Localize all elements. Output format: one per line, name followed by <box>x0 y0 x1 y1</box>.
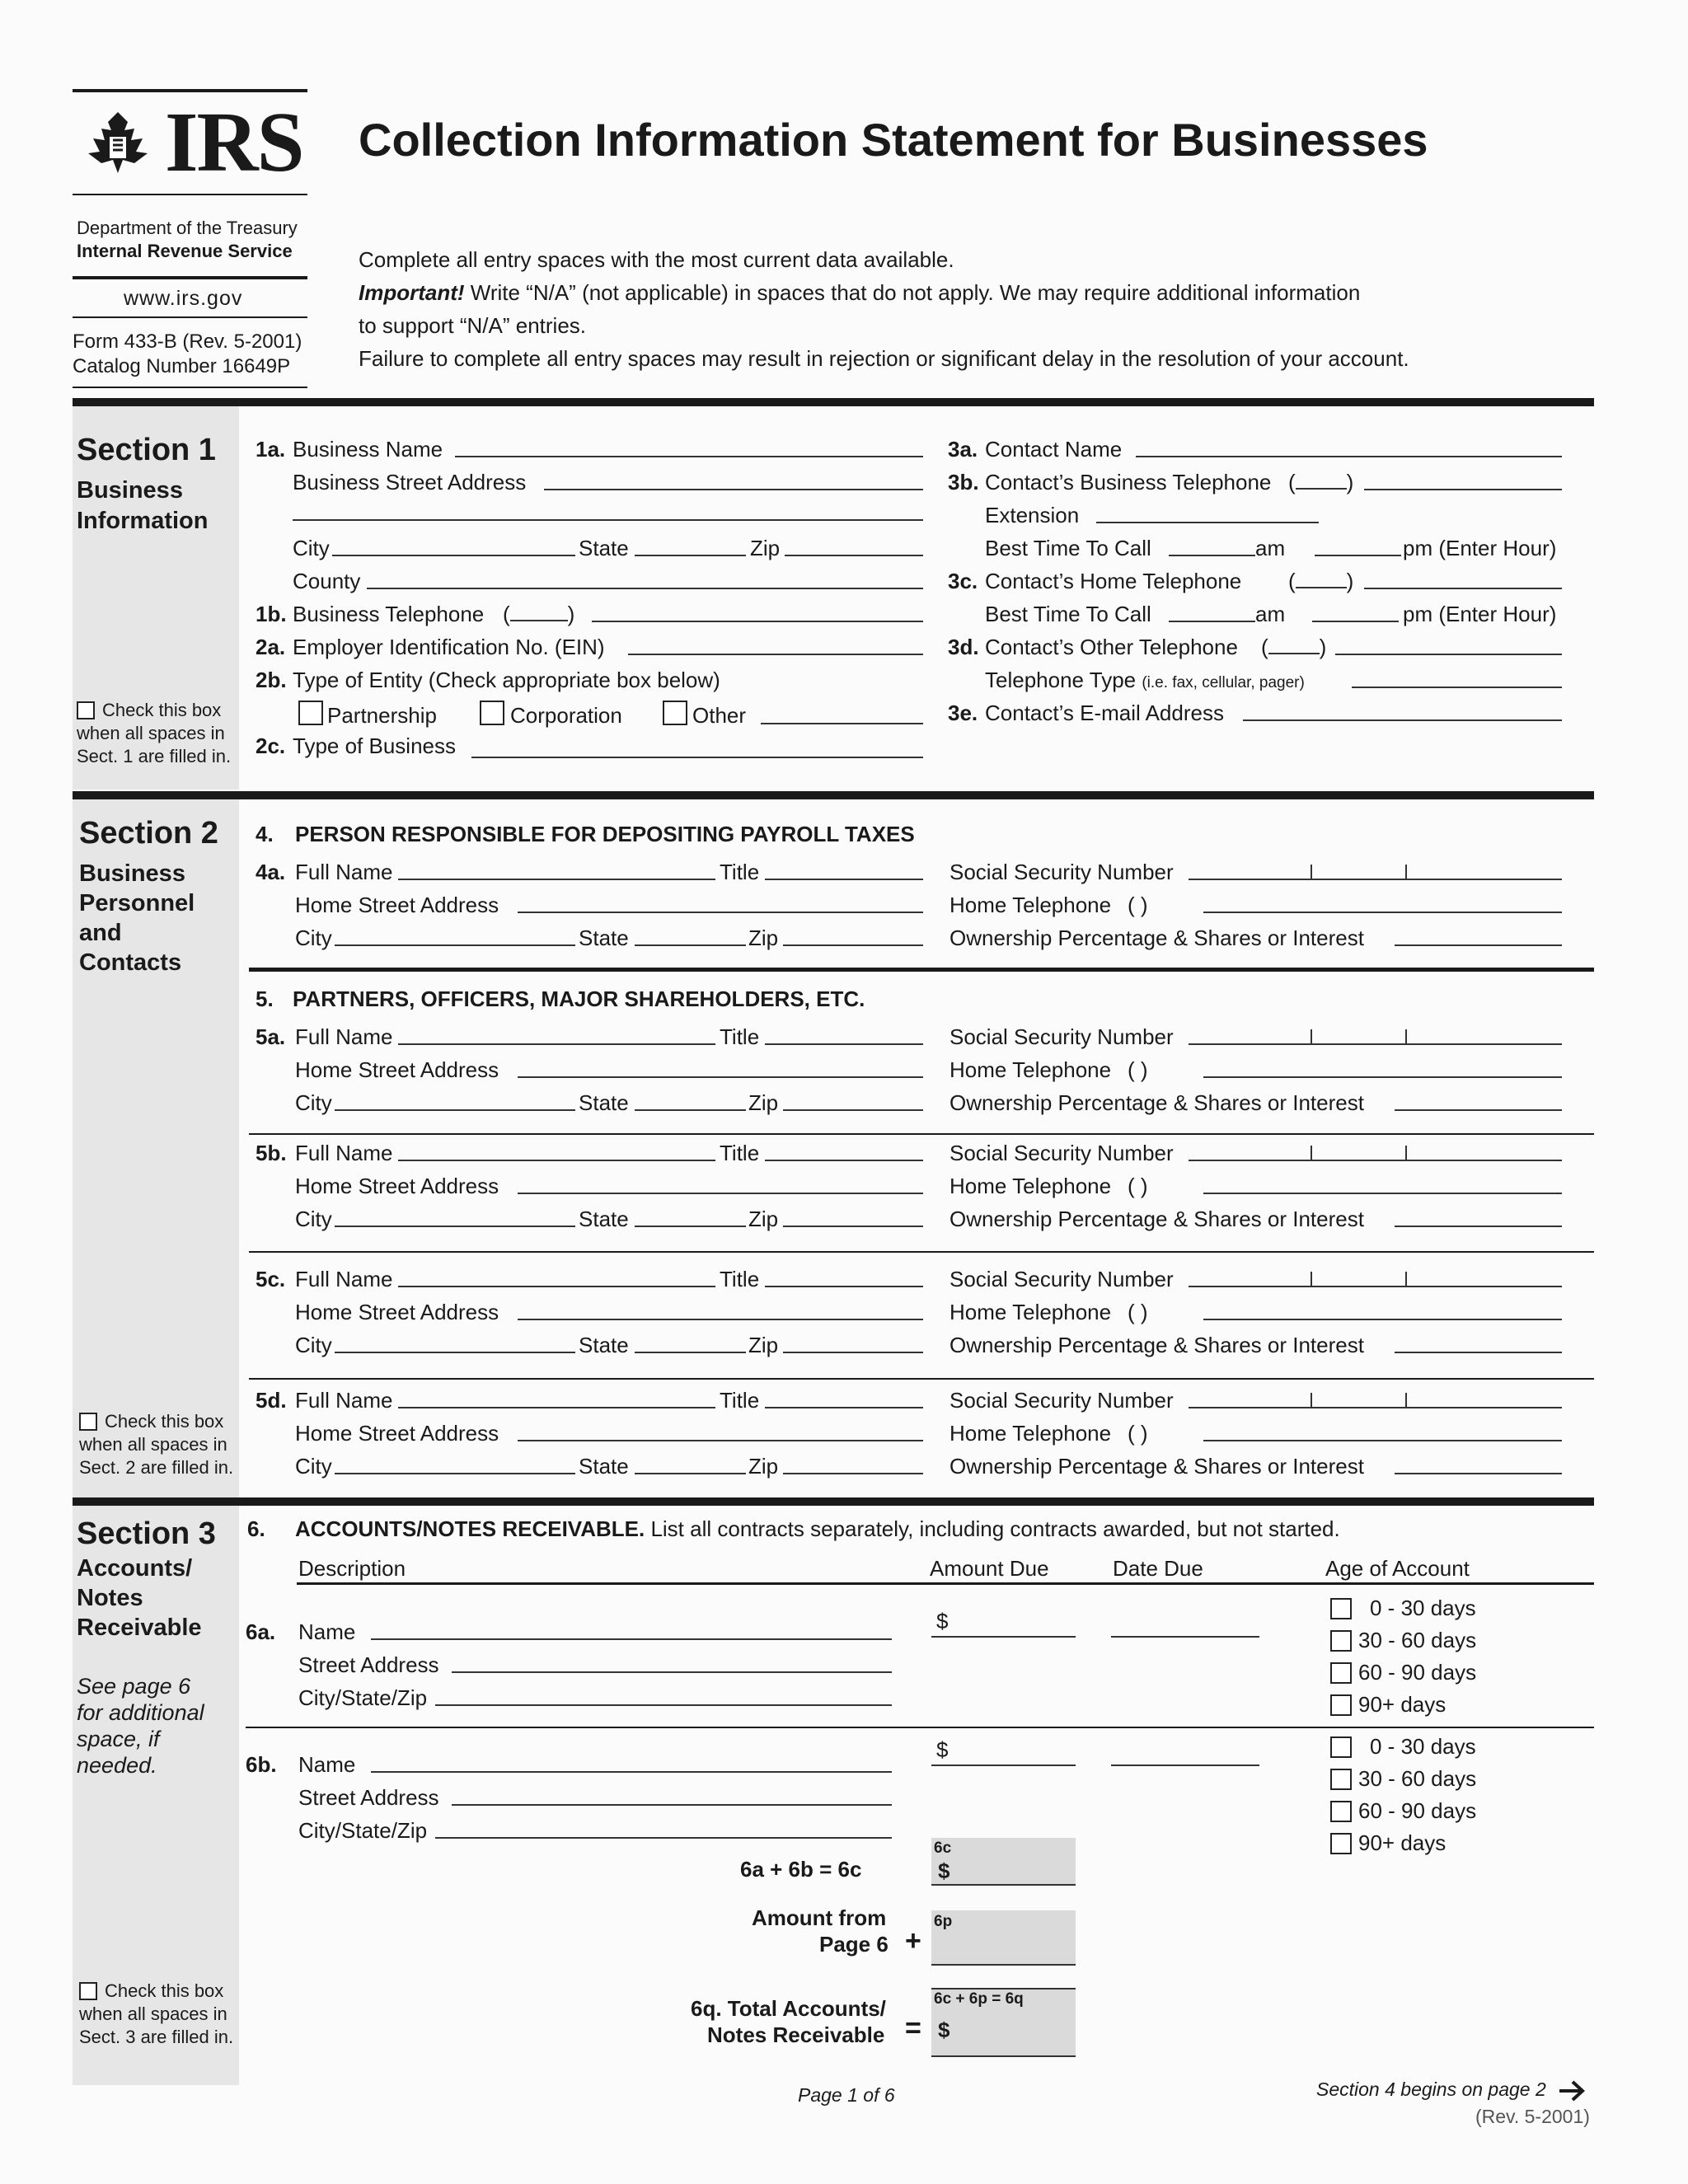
arrow-right-icon <box>1558 2079 1586 2103</box>
business-zip-field[interactable] <box>785 555 923 556</box>
ar-6b-date-due-field[interactable] <box>1111 1765 1259 1766</box>
ar-6b-age-checkbox-0[interactable] <box>1330 1736 1352 1758</box>
business-state-label: State <box>579 536 629 560</box>
telephone-type-text: Telephone Type <box>985 668 1137 692</box>
heading-6-bold: ACCOUNTS/NOTES RECEIVABLE. <box>295 1516 645 1541</box>
ar-6a-street-label: Street Address <box>298 1652 439 1677</box>
person-5a-home-tel-area[interactable]: ( ) <box>1128 1057 1148 1082</box>
form-number: Form 433-B (Rev. 5-2001) <box>73 330 302 353</box>
person-5b-ssn-label: Social Security Number <box>950 1141 1174 1165</box>
website-bottom-rule <box>73 316 307 318</box>
person-5d-home-tel-label: Home Telephone <box>950 1421 1112 1446</box>
person-5c-ownership-label: Ownership Percentage & Shares or Interest <box>950 1333 1364 1357</box>
divider-5b <box>249 1133 1594 1135</box>
business-name-field[interactable] <box>455 456 923 457</box>
person-5d-zip-field[interactable] <box>783 1473 923 1474</box>
field-3e-number: 3e. <box>948 701 978 725</box>
person-4a-ownership-label: Ownership Percentage & Shares or Interest <box>950 926 1364 950</box>
total-line1: 6q. Total Accounts/ <box>691 1996 886 2021</box>
ssn-separator <box>1311 1272 1312 1286</box>
section2-check-line1: Check this box <box>105 1411 224 1432</box>
instructions-line2-text: Write “N/A” (not applicable) in spaces that do not apply. We may require additional information <box>464 280 1361 305</box>
section2-subtitle3: and <box>79 920 122 946</box>
section3-subtitle2: Notes <box>77 1585 143 1611</box>
col-amount-due: Amount Due <box>930 1556 1049 1581</box>
ein-label: Employer Identification No. (EIN) <box>293 635 605 659</box>
ar-6b-dollar: $ <box>936 1737 949 1762</box>
website: www.irs.gov <box>124 287 243 310</box>
ssn-separator <box>1405 1146 1407 1160</box>
irs-logo-text: IRS <box>165 95 303 190</box>
field-4a-number: 4a. <box>256 860 286 884</box>
field-3b-number: 3b. <box>948 470 979 494</box>
person-4a-state-label: State <box>579 926 629 950</box>
ar-6b-street-label: Street Address <box>298 1785 439 1810</box>
dept-line1: Department of the Treasury <box>77 218 298 238</box>
person-5a-title-field[interactable] <box>765 1043 923 1045</box>
field-1b-number: 1b. <box>256 602 287 626</box>
field-5a-number: 5a. <box>256 1024 286 1049</box>
person-5b-state-field[interactable] <box>635 1226 746 1227</box>
person-5a-full-name-field[interactable] <box>398 1043 715 1045</box>
am-label-1: am <box>1255 536 1286 560</box>
telephone-type-field[interactable] <box>1352 687 1562 688</box>
ar-6b-csz-field[interactable] <box>435 1837 892 1839</box>
person-5b-ownership-label: Ownership Percentage & Shares or Interest <box>950 1207 1364 1231</box>
section1-subtitle1: Business <box>77 477 183 504</box>
person-4a-zip-field[interactable] <box>783 944 923 946</box>
ar-6b-csz-label: City/State/Zip <box>298 1818 428 1843</box>
section1-check-line2: when all spaces in <box>77 723 225 743</box>
contact-email-field[interactable] <box>1243 719 1562 721</box>
person-5b-home-tel-area[interactable]: ( ) <box>1128 1174 1148 1198</box>
corporation-checkbox[interactable] <box>480 701 504 725</box>
catalog-rule <box>73 387 307 388</box>
box-6c-label: 6c <box>934 1840 952 1857</box>
contact-other-tel-area[interactable]: ( ) <box>1261 635 1327 659</box>
person-5a-ssn-label: Social Security Number <box>950 1024 1174 1049</box>
instructions-line4: Failure to complete all entry spaces may result in rejection or significant delay in the resolution of your account. <box>359 346 1409 371</box>
person-5d-ownership-label: Ownership Percentage & Shares or Interest <box>950 1454 1364 1479</box>
contact-home-tel-area[interactable]: ( ) <box>1288 569 1354 593</box>
person-5a-title-label: Title <box>720 1024 760 1049</box>
person-4a-home-tel-area[interactable]: ( ) <box>1128 893 1148 917</box>
section1-title: Section 1 <box>77 433 216 467</box>
ar-6b-age-checkbox-3[interactable] <box>1330 1833 1352 1854</box>
section1-top-rule <box>73 398 1594 406</box>
field-2a-number: 2a. <box>256 635 286 659</box>
ar-6a-age-checkbox-2[interactable] <box>1330 1662 1352 1684</box>
person-4a-title-field[interactable] <box>765 879 923 880</box>
see-page6-line2: for additional <box>77 1700 204 1725</box>
person-4a-city-field[interactable] <box>335 944 575 946</box>
ar-6b-age-label-0: 0 - 30 days <box>1370 1734 1476 1759</box>
corporation-label: Corporation <box>510 703 622 728</box>
see-page6-line1: See page 6 <box>77 1674 191 1699</box>
important-label: Important! <box>359 280 465 305</box>
contact-business-tel-area[interactable]: ( ) <box>1288 470 1354 494</box>
person-5c-ssn-field[interactable] <box>1189 1286 1562 1287</box>
person-5c-ownership-field[interactable] <box>1395 1352 1562 1353</box>
person-5c-state-label: State <box>579 1333 629 1357</box>
pm-label-2: pm (Enter Hour) <box>1403 602 1557 626</box>
person-5c-street-field[interactable] <box>518 1319 923 1320</box>
see-page6-line4: needed. <box>77 1753 157 1778</box>
section2-check-line3: Sect. 2 are filled in. <box>79 1457 234 1478</box>
person-4a-title-label: Title <box>720 860 760 884</box>
heading-6 <box>295 1516 1340 1541</box>
contact-business-tel-field[interactable] <box>1364 489 1562 490</box>
ar-6b-street-field[interactable] <box>452 1804 892 1806</box>
pm-label-1: pm (Enter Hour) <box>1403 536 1557 560</box>
field-6b-number: 6b. <box>246 1752 277 1777</box>
person-5a-state-label: State <box>579 1090 629 1115</box>
person-4a-full-name-field[interactable] <box>398 879 715 880</box>
col-age-of-account: Age of Account <box>1325 1556 1470 1581</box>
person-5c-title-label: Title <box>720 1267 760 1291</box>
ssn-separator <box>1405 1029 1407 1044</box>
person-4a-state-field[interactable] <box>635 944 746 946</box>
amount-from-line1: Amount from <box>752 1905 887 1930</box>
person-5a-city-label: City <box>295 1090 332 1115</box>
catalog-number: Catalog Number 16649P <box>73 355 291 377</box>
field-3a-number: 3a. <box>948 437 978 462</box>
person-5d-zip-label: Zip <box>748 1454 779 1479</box>
person-5b-state-label: State <box>579 1207 629 1231</box>
person-5b-ownership-field[interactable] <box>1395 1226 1562 1227</box>
ar-6b-age-label-3: 90+ days <box>1358 1830 1447 1855</box>
field-3c-number: 3c. <box>948 569 978 593</box>
business-city-field[interactable] <box>332 555 575 556</box>
heading-5: PARTNERS, OFFICERS, MAJOR SHAREHOLDERS, ETC. <box>293 987 865 1011</box>
person-4a-ssn-label: Social Security Number <box>950 860 1174 884</box>
field-5d-number: 5d. <box>256 1388 287 1413</box>
contact-home-tel-field[interactable] <box>1364 588 1562 589</box>
person-5c-ssn-label: Social Security Number <box>950 1267 1174 1291</box>
contact-business-tel-label: Contact’s Business Telephone <box>985 470 1272 494</box>
person-5b-street-label: Home Street Address <box>295 1174 499 1198</box>
person-5d-street-field[interactable] <box>518 1440 923 1441</box>
business-street-label: Business Street Address <box>293 470 527 494</box>
col-header-rule <box>297 1582 1594 1585</box>
person-5d-city-label: City <box>295 1454 332 1479</box>
business-zip-label: Zip <box>750 536 781 560</box>
person-5b-home-tel-label: Home Telephone <box>950 1174 1112 1198</box>
person-5c-zip-label: Zip <box>748 1333 779 1357</box>
ssn-separator <box>1311 1029 1312 1044</box>
business-city-label: City <box>293 536 330 560</box>
best-time-am-field-2[interactable] <box>1169 621 1255 622</box>
irs-eagle-icon <box>77 105 159 180</box>
best-time-pm-field-1[interactable] <box>1315 555 1401 556</box>
person-5d-ownership-field[interactable] <box>1395 1473 1562 1474</box>
best-time-am-field-1[interactable] <box>1169 555 1255 556</box>
person-5b-zip-field[interactable] <box>783 1226 923 1227</box>
see-page6-line3: space, if <box>77 1727 160 1751</box>
ar-6b-age-checkbox-1[interactable] <box>1330 1769 1352 1790</box>
section2-top-rule <box>73 791 1594 799</box>
extension-label: Extension <box>985 503 1080 527</box>
best-time-label-1: Best Time To Call <box>985 536 1151 560</box>
person-5c-title-field[interactable] <box>765 1286 923 1287</box>
am-label-2: am <box>1255 602 1286 626</box>
person-5c-zip-field[interactable] <box>783 1352 923 1353</box>
ar-6a-age-label-0: 0 - 30 days <box>1370 1596 1476 1620</box>
ssn-separator <box>1405 1393 1407 1408</box>
person-4a-full-name-label: Full Name <box>295 860 393 884</box>
instructions-line3: to support “N/A” entries. <box>359 313 586 338</box>
section2-check-line2: when all spaces in <box>79 1434 227 1455</box>
extension-field[interactable] <box>1096 522 1319 523</box>
ar-6a-age-checkbox-0[interactable] <box>1330 1598 1352 1619</box>
person-5a-ownership-label: Ownership Percentage & Shares or Interest <box>950 1090 1364 1115</box>
contact-name-label: Contact Name <box>985 437 1123 462</box>
ar-6a-csz-field[interactable] <box>435 1704 892 1706</box>
person-5b-full-name-label: Full Name <box>295 1141 393 1165</box>
person-5b-home-tel-field[interactable] <box>1203 1193 1562 1194</box>
section1-complete-checkbox[interactable] <box>77 701 95 719</box>
field-3d-number: 3d. <box>948 635 979 659</box>
ar-6b-age-checkbox-2[interactable] <box>1330 1801 1352 1822</box>
person-5a-home-tel-field[interactable] <box>1203 1076 1562 1078</box>
person-5c-home-tel-label: Home Telephone <box>950 1300 1112 1324</box>
field-2c-number: 2c. <box>256 733 286 758</box>
ssn-separator <box>1405 865 1407 879</box>
instructions-line2 <box>359 280 1360 305</box>
section3-check-line1: Check this box <box>105 1980 224 2001</box>
ar-6b-age-label-1: 30 - 60 days <box>1358 1766 1477 1791</box>
other-entity-label: Other <box>692 703 747 728</box>
person-5d-title-label: Title <box>720 1388 760 1413</box>
person-5b-street-field[interactable] <box>518 1193 923 1194</box>
person-5b-city-field[interactable] <box>335 1226 575 1227</box>
ar-6a-age-label-3: 90+ days <box>1358 1692 1447 1717</box>
other-entity-field[interactable] <box>761 723 923 724</box>
section1-check-line3: Sect. 1 are filled in. <box>77 746 232 766</box>
field-5c-number: 5c. <box>256 1267 286 1291</box>
box-6q-label: 6c + 6p = 6q <box>934 1990 1024 2008</box>
person-5d-city-field[interactable] <box>335 1473 575 1474</box>
ar-6a-age-label-2: 60 - 90 days <box>1358 1660 1477 1685</box>
person-5c-full-name-field[interactable] <box>398 1286 715 1287</box>
box-6p[interactable] <box>931 1910 1076 1966</box>
ar-6a-csz-label: City/State/Zip <box>298 1685 428 1710</box>
partnership-label: Partnership <box>327 703 437 728</box>
person-5b-title-label: Title <box>720 1141 760 1165</box>
section3-subtitle3: Receivable <box>77 1615 202 1641</box>
telephone-type-hint: (i.e. fax, cellular, pager) <box>1142 674 1305 691</box>
heading-4-number: 4. <box>256 822 274 846</box>
heading-6-number: 6. <box>247 1516 265 1541</box>
section3-check-line3: Sect. 3 are filled in. <box>79 2027 234 2047</box>
ssn-separator <box>1311 1146 1312 1160</box>
amount-from-line2: Page 6 <box>819 1932 889 1957</box>
col-description: Description <box>298 1556 406 1581</box>
ar-6a-age-checkbox-3[interactable] <box>1330 1694 1352 1716</box>
contact-other-tel-label: Contact’s Other Telephone <box>985 635 1238 659</box>
ar-6b-name-label: Name <box>298 1752 356 1777</box>
person-5a-street-label: Home Street Address <box>295 1057 499 1082</box>
business-name-label: Business Name <box>293 437 443 462</box>
plus-sign: + <box>905 1925 921 1957</box>
box-6q-dollar: $ <box>938 2018 950 2042</box>
person-5d-ssn-field[interactable] <box>1189 1407 1562 1408</box>
person-4a-city-label: City <box>295 926 332 950</box>
county-field[interactable] <box>367 588 923 589</box>
person-4a-street-field[interactable] <box>518 912 923 913</box>
ar-6a-amount-field[interactable] <box>931 1636 1076 1638</box>
person-5d-full-name-label: Full Name <box>295 1388 393 1413</box>
contact-other-tel-field[interactable] <box>1335 654 1562 655</box>
person-4a-ssn-field[interactable] <box>1189 879 1562 880</box>
best-time-pm-field-2[interactable] <box>1312 621 1399 622</box>
business-type-label: Type of Business <box>293 733 456 758</box>
person-4a-ownership-field[interactable] <box>1395 944 1562 946</box>
ar-6b-age-label-2: 60 - 90 days <box>1358 1798 1477 1823</box>
ar-6a-dollar: $ <box>936 1609 949 1633</box>
ar-6a-name-label: Name <box>298 1619 356 1644</box>
person-5b-ssn-field[interactable] <box>1189 1160 1562 1161</box>
section2-complete-checkbox[interactable] <box>79 1413 97 1431</box>
page-title: Collection Information Statement for Businesses <box>359 114 1428 166</box>
ar-6a-date-due-field[interactable] <box>1111 1636 1259 1638</box>
next-section-note: Section 4 begins on page 2 <box>1316 2079 1546 2100</box>
person-5d-state-field[interactable] <box>635 1473 746 1474</box>
partnership-checkbox[interactable] <box>298 701 323 725</box>
divider-5c <box>249 1251 1594 1253</box>
ar-6b-amount-field[interactable] <box>931 1765 1076 1766</box>
person-5d-ssn-label: Social Security Number <box>950 1388 1174 1413</box>
field-5b-number: 5b. <box>256 1141 287 1165</box>
ar-6a-street-field[interactable] <box>452 1671 892 1673</box>
section1-check-line1: Check this box <box>102 700 222 720</box>
heading-5-number: 5. <box>256 987 274 1011</box>
section3-top-rule <box>73 1497 1594 1506</box>
logo-divider <box>73 194 307 195</box>
person-5a-home-tel-label: Home Telephone <box>950 1057 1112 1082</box>
field-1a-number: 1a. <box>256 437 286 462</box>
dept-line2: Internal Revenue Service <box>77 241 293 261</box>
divider-5d <box>249 1378 1594 1380</box>
person-5a-street-field[interactable] <box>518 1076 923 1078</box>
person-5a-ownership-field[interactable] <box>1395 1109 1562 1111</box>
person-5b-title-field[interactable] <box>765 1160 923 1161</box>
section2-divider-5 <box>249 968 1594 972</box>
person-4a-home-tel-label: Home Telephone <box>950 893 1112 917</box>
other-entity-checkbox[interactable] <box>663 701 687 725</box>
section1-subtitle2: Information <box>77 508 209 534</box>
person-5c-city-label: City <box>295 1333 332 1357</box>
person-5a-zip-field[interactable] <box>783 1109 923 1111</box>
person-5b-full-name-field[interactable] <box>398 1160 715 1161</box>
instructions-line1: Complete all entry spaces with the most current data available. <box>359 247 954 272</box>
person-5b-city-label: City <box>295 1207 332 1231</box>
formula-6c: 6a + 6b = 6c <box>740 1857 862 1882</box>
contact-home-tel-label: Contact’s Home Telephone <box>985 569 1242 593</box>
person-4a-home-tel-field[interactable] <box>1203 912 1562 913</box>
section2-title: Section 2 <box>79 816 218 851</box>
best-time-label-2: Best Time To Call <box>985 602 1151 626</box>
ar-6b-name-field[interactable] <box>371 1771 892 1773</box>
person-5a-city-field[interactable] <box>335 1109 575 1111</box>
business-type-field[interactable] <box>471 757 923 758</box>
contact-name-field[interactable] <box>1136 456 1562 457</box>
person-5a-zip-label: Zip <box>748 1090 779 1115</box>
total-line2: Notes Receivable <box>707 2022 885 2047</box>
section2-subtitle2: Personnel <box>79 890 195 916</box>
person-5a-full-name-label: Full Name <box>295 1024 393 1049</box>
person-5d-state-label: State <box>579 1454 629 1479</box>
person-5b-zip-label: Zip <box>748 1207 779 1231</box>
section3-complete-checkbox[interactable] <box>79 1982 97 2000</box>
person-5c-home-tel-area[interactable]: ( ) <box>1128 1300 1148 1324</box>
person-5a-ssn-field[interactable] <box>1189 1043 1562 1045</box>
page-number: Page 1 of 6 <box>798 2084 895 2106</box>
person-5d-home-tel-field[interactable] <box>1203 1440 1562 1441</box>
ssn-separator <box>1311 865 1312 879</box>
business-state-field[interactable] <box>635 555 746 556</box>
ein-field[interactable] <box>628 654 923 655</box>
person-5c-home-tel-field[interactable] <box>1203 1319 1562 1320</box>
box-6p-label: 6p <box>934 1913 953 1930</box>
section2-subtitle4: Contacts <box>79 949 182 976</box>
box-6c[interactable] <box>931 1838 1076 1886</box>
business-street-field[interactable] <box>544 489 923 490</box>
person-5d-full-name-field[interactable] <box>398 1407 715 1408</box>
heading-4: PERSON RESPONSIBLE FOR DEPOSITING PAYROLL TAXES <box>295 822 915 846</box>
person-5c-city-field[interactable] <box>335 1352 575 1353</box>
website-top-rule <box>73 276 307 279</box>
person-5d-street-label: Home Street Address <box>295 1421 499 1446</box>
ar-6a-name-field[interactable] <box>371 1638 892 1640</box>
entity-type-label: Type of Entity (Check appropriate box below) <box>293 668 720 692</box>
divider-6b <box>246 1727 1594 1728</box>
logo-top-rule <box>73 89 307 92</box>
field-2b-number: 2b. <box>256 668 287 692</box>
revision-note: (Rev. 5-2001) <box>1475 2106 1590 2127</box>
county-label: County <box>293 569 361 593</box>
person-5c-full-name-label: Full Name <box>295 1267 393 1291</box>
col-date-due: Date Due <box>1113 1556 1203 1581</box>
person-5d-title-field[interactable] <box>765 1407 923 1408</box>
equals-sign: = <box>905 2013 921 2044</box>
section3-subtitle1: Accounts/ <box>77 1555 193 1582</box>
business-street-field-line2[interactable] <box>293 519 923 521</box>
person-5a-state-field[interactable] <box>635 1109 746 1111</box>
section3-check-line2: when all spaces in <box>79 2004 227 2024</box>
business-telephone-area[interactable]: ( ) <box>503 602 575 626</box>
ssn-separator <box>1311 1393 1312 1408</box>
telephone-type-label <box>985 668 1305 692</box>
person-5c-state-field[interactable] <box>635 1352 746 1353</box>
box-6c-dollar: $ <box>938 1858 950 1883</box>
person-4a-street-label: Home Street Address <box>295 893 499 917</box>
person-5c-street-label: Home Street Address <box>295 1300 499 1324</box>
ssn-separator <box>1405 1272 1407 1286</box>
person-5d-home-tel-area[interactable]: ( ) <box>1128 1421 1148 1446</box>
section3-title: Section 3 <box>77 1516 216 1551</box>
field-6a-number: 6a. <box>246 1619 276 1644</box>
person-4a-zip-label: Zip <box>748 926 779 950</box>
contact-email-label: Contact’s E-mail Address <box>985 701 1224 725</box>
heading-6-text: List all contracts separately, including contracts awarded, but not started. <box>645 1516 1340 1541</box>
section2-subtitle1: Business <box>79 860 185 887</box>
business-telephone-label: Business Telephone <box>293 602 485 626</box>
business-telephone-field[interactable] <box>592 621 923 622</box>
ar-6a-age-checkbox-1[interactable] <box>1330 1630 1352 1652</box>
ar-6a-age-label-1: 30 - 60 days <box>1358 1628 1477 1652</box>
